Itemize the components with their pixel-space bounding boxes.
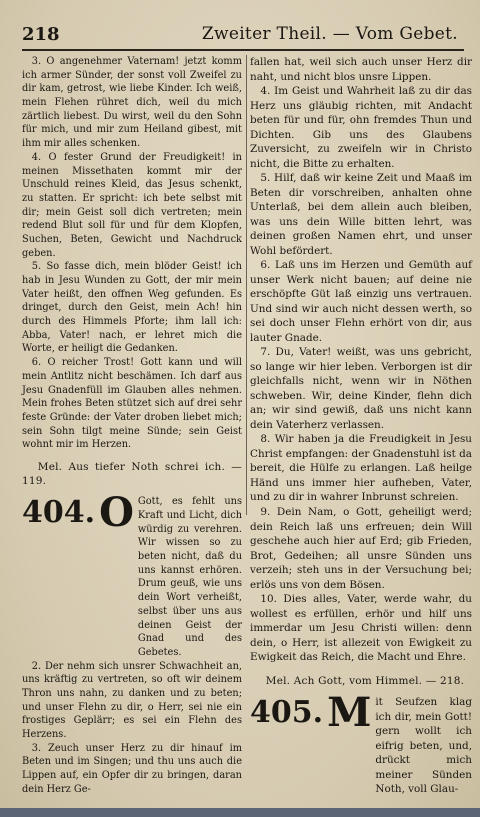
column-divider xyxy=(246,55,247,515)
verse-10: 10. Dies alles, Vater, werde wahr, du wollest es erfüllen, erhör und hilf uns immerdar um Jesu Christi willen: denn dein, o Herr, ist allezeit von Ewigkeit zu Ewigkeit das Reich, die Macht und Ehre. xyxy=(250,593,472,664)
right-column xyxy=(250,55,472,797)
verse-7: 7. Du, Vater! weißt, was uns gebricht, so lange wir hier leben. Verborgen ist dir gleichfalls nicht, wenn wir in Nöthen schweben. Wir, deine Kinder, flehn dich an; wir sind gewiß, daß uns nicht kann dein Vaterherz verlassen. xyxy=(250,346,472,431)
verse-4: 4. Im Geist und Wahrheit laß zu dir das Herz uns gläubig richten, mit Andacht beten für und für, ohn fremdes Thun und Dichten. Gib uns des Glaubens Zuversicht, zu zweifeln wir in Christo nicht, die Bitte zu erhalten. xyxy=(250,85,472,170)
drop-cap: O xyxy=(99,489,134,537)
verse-9: 9. Dein Nam, o Gott, geheiligt werd; dein Reich laß uns erfreuen; dein Will geschehe auch hier auf Erd; gib Frieden, Brot, Gedeihen; all unsre Sünden uns verzeih; steh uns in der Versuchung bei; erlös uns von dem Bösen. xyxy=(250,505,472,591)
hymn-404-start xyxy=(22,489,242,659)
verse-8: 8. Wir haben ja die Freudigkeit in Jesu Christ empfangen: der Gnadenstuhl ist da bereit, die Hülfe zu erlangen. Laß heilge Händ uns immer hier aufheben, Vater, und zu dir in wahrer Inbrunst schreien. xyxy=(250,433,472,504)
verse-5: 5. So fasse dich, mein blöder Geist! ich hab in Jesu Wunden zu Gott, der mir mein Vater heißt, den offnen Weg gefunden. Es dringet, durch den Geist, mein Ach! hin durch des Himmels Pforte; ihm lall ich: Abba, Vater! nach, er lehret mich die Worte, er heiligt die Gedanken. xyxy=(22,261,242,355)
melody-note: Mel. Ach Gott, vom Himmel. — 218. xyxy=(265,674,465,687)
verse-6: 6. O reicher Trost! Gott kann und will mein Antlitz nicht beschämen. Ich darf aus Jesu Gnadenfüll im Glauben alles nehmen. Mein frohes Beten stützet sich auf drei sehr feste Gründe: der Vater droben liebet mich; sein Sohn tilgt meine Sünde; sein Geist wohnt mir im Herzen. xyxy=(22,357,242,451)
verse-3: 3. O angenehmer Vaternam! jetzt komm ich armer Sünder, der sonst voll Zweifel zu dir kam, getrost, wie liebe Kinder. Ich weiß, mein Flehen rühret dich, weil du mich zärtlich liebest. Du wirst, weil du den Sohn für mich, und mir zum Heiland gibest, mit ihm mir alles schenken. xyxy=(22,56,242,150)
scan-background xyxy=(0,808,480,817)
hymn-first-verse: Gott, es fehlt uns Kraft und Licht, dich würdig zu verehren. Wir wissen so zu beten nicht, daß du uns kannst erhören. Drum geuß, wie uns dein Wort verheißt, selbst über uns aus deinen Geist der Gnad und des Gebetes. xyxy=(137,496,242,658)
page-header xyxy=(22,22,464,48)
hymn-number: 405. xyxy=(250,695,324,731)
running-title: Zweiter Theil. — Vom Gebet. xyxy=(201,24,458,44)
verse-5: 5. Hilf, daß wir keine Zeit und Maaß im Beten dir vorschreiben, anhalten ohne Unterlaß, bei dem allein auch bleiben, was uns dein Wille bitten lehrt, was deinen großen Namen ehrt, und unser Wohl befördert. xyxy=(250,172,472,257)
verse-continuation: fallen hat, weil sich auch unser Herz dir naht, und nicht blos unsre Lippen. xyxy=(250,56,472,83)
drop-cap: M xyxy=(327,689,372,737)
verse-6: 6. Laß uns im Herzen und Gemüth auf unser Werk nicht bauen; auf deine nie erschöpfte Güt laß einzig uns vertrauen. Und sind wir auch nicht dessen werth, so sei doch unser Flehn erhört von dir, aus lauter Gnade. xyxy=(250,259,472,344)
header-rule xyxy=(22,49,464,51)
page-number: 218 xyxy=(22,24,60,45)
hymn-405-start xyxy=(250,689,472,797)
hymn-first-verse: it Seufzen klag ich dir, mein Gott! gern wollt ich eifrig beten, und, drückt mich meiner Sünden Noth, voll Glau- xyxy=(375,696,472,796)
verse-3: 3. Zeuch unser Herz zu dir hinauf im Beten und im Singen; und thu uns auch die Lippen auf, ein Opfer dir zu bringen, daran dein Herz Ge- xyxy=(22,742,242,795)
verse-4: 4. O fester Grund der Freudigkeit! in meinen Missethaten kommt mir der Unschuld reines Kleid, das Jesus schenkt, zu statten. Er spricht: ich bete selbst mit dir; mein Geist soll dich vertreten; mein redend Blut soll für und für dem Klopfen, Suchen, Beten, Gewicht und Nachdruck geben. xyxy=(22,151,242,259)
left-column xyxy=(22,55,242,796)
hymn-number: 404. xyxy=(22,495,96,531)
verse-2: 2. Der nehm sich unsrer Schwachheit an, uns kräftig zu vertreten, so oft wir deinem Thron uns nahn, zu danken und zu beten; und unser Flehn zu dir, o Herr, sei nie ein frostiges Geplärr; es sei ein Flehn des Herzens. xyxy=(22,660,242,740)
melody-note: Mel. Aus tiefer Noth schrei ich. — 119. xyxy=(22,460,242,487)
